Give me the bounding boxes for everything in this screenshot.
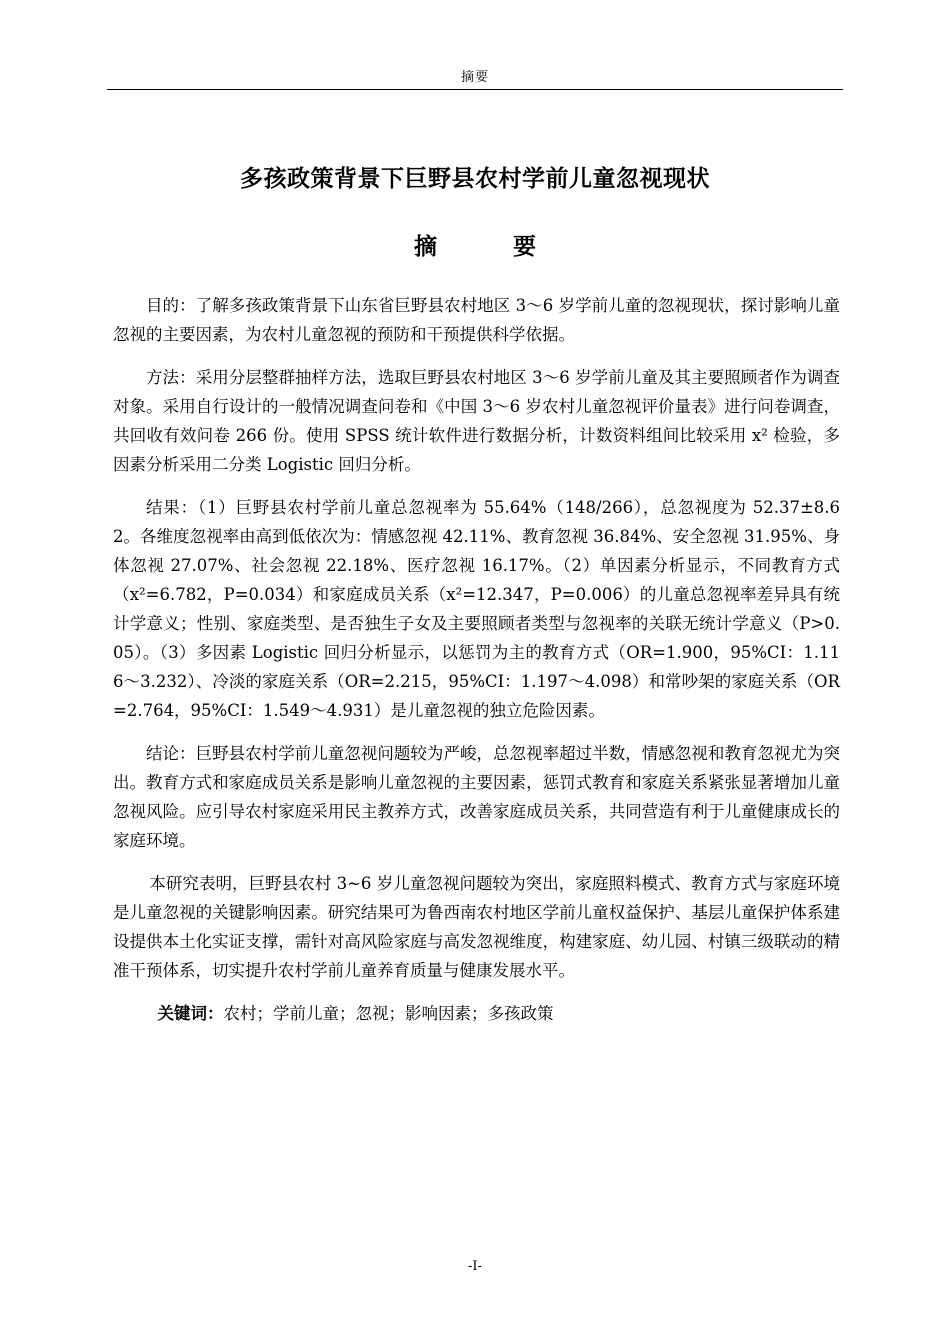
paragraph-results — [113, 493, 840, 725]
paragraph-methods — [113, 363, 840, 479]
section-title: 摘 要 — [413, 234, 570, 260]
running-header: 摘要 — [460, 70, 489, 85]
paragraph-purpose — [113, 291, 840, 349]
keywords-label: 关键词： — [157, 1004, 224, 1023]
abstract-body — [113, 291, 840, 1028]
page-number: -I- — [468, 1259, 482, 1274]
keywords-text: 农村；学前儿童；忽视；影响因素；多孩政策 — [223, 1004, 554, 1023]
paragraph-text: 采用分层整群抽样方法，选取巨野县农村地区 3～6 岁学前儿童及其主要照顾者作为调查对象。采用自行设计的一般情况调查问卷和《中国 3～6 岁农村儿童忽视评价量表》进行问卷调查，共回收有效问卷 266 份。使用 SPSS 统计软件进行数据分析，计数资料组间比较采用 x² 检验，多因素分析采用二分类 Logistic 回归分析。 — [113, 368, 840, 474]
document-title: 多孩政策背景下巨野县农村学前儿童忽视现状 — [240, 166, 710, 192]
paragraph-conclusion — [113, 739, 840, 855]
paragraph-label: 目的： — [146, 296, 196, 315]
paragraph-summary: 本研究表明，巨野县农村 3~6 岁儿童忽视问题较为突出，家庭照料模式、教育方式与家庭环境是儿童忽视的关键影响因素。研究结果可为鲁西南农村地区学前儿童权益保护、基层儿童保护体系建设提供本土化实证支撑，需针对高风险家庭与高发忽视维度，构建家庭、幼儿园、村镇三级联动的精准干预体系，切实提升农村学前儿童养育质量与健康发展水平。 — [113, 874, 840, 980]
keywords — [113, 999, 840, 1028]
paragraph-text: 巨野县农村学前儿童忽视问题较为严峻，总忽视率超过半数，情感忽视和教育忽视尤为突出。教育方式和家庭成员关系是影响儿童忽视的主要因素，惩罚式教育和家庭关系紧张显著增加儿童忽视风险。应引导农村家庭采用民主教养方式，改善家庭成员关系，共同营造有利于儿童健康成长的家庭环境。 — [113, 744, 841, 850]
paragraph-text: （1）巨野县农村学前儿童总忽视率为 55.64%（148/266），总忽视度为 52.37±8.62。各维度忽视率由高到低依次为：情感忽视 42.11%、教育忽视 36.84%、安全忽视 31.95%、身体忽视 27.07%、社会忽视 22.18%、医疗忽视 16.17%。（2）单因素分析显示，不同教育方式（x²=6.782，P=0.034）和家庭成员关系（x²=12.347，P=0.006）的儿童总忽视率差异具有统计学意义；性别、家庭类型、是否独生子女及主要照顾者类型与忽视率的关联无统计学意义（P>0.05）。（3）多因素 Logistic 回归分析显示，以惩罚为主的教育方式（OR=1.900，95%CI：1.116～3.232）、冷淡的家庭关系（OR=2.215，95%CI：1.197～4.098）和常吵架的家庭关系（OR=2.764，95%CI：1.549～4.931）是儿童忽视的独立危险因素。 — [113, 498, 841, 720]
paragraph-label: 结论： — [146, 744, 196, 763]
header-divider — [107, 89, 843, 90]
paragraph-text: 了解多孩政策背景下山东省巨野县农村地区 3～6 岁学前儿童的忽视现状，探讨影响儿童忽视的主要因素，为农村儿童忽视的预防和干预提供科学依据。 — [113, 296, 840, 344]
paragraph-label: 方法： — [146, 368, 196, 387]
paragraph-label: 结果： — [146, 498, 198, 517]
